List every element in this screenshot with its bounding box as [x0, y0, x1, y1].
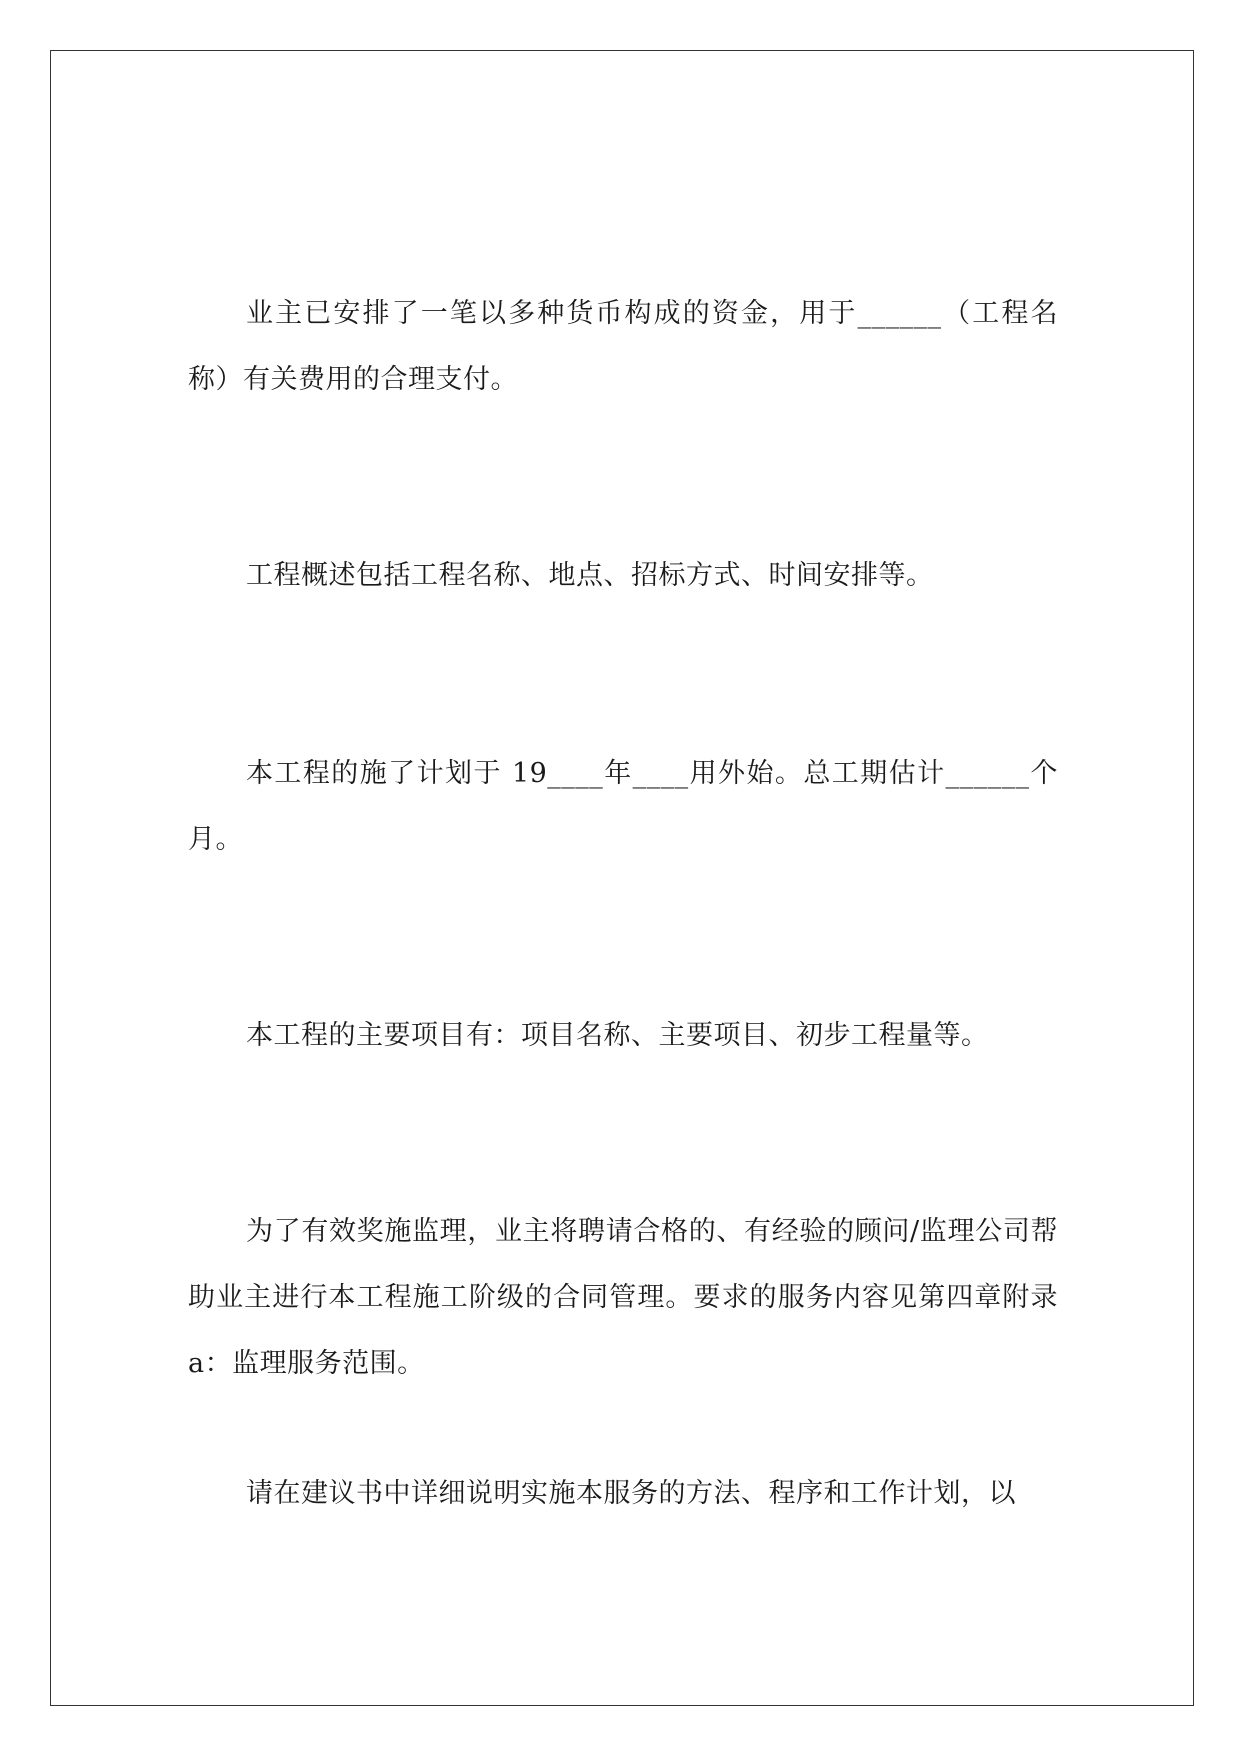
paragraph-schedule: 本工程的施了计划于 19____年____用外始。总工期估计______个月。 [188, 758, 1058, 855]
paragraph-supervision: 为了有效奖施监理，业主将聘请合格的、有经验的顾问/监理公司帮助业主进行本工程施工阶级的合同管理。要求的服务内容见第四章附录 a：监理服务范围。 [188, 1216, 1058, 1379]
paragraph-funding: 业主已安排了一笔以多种货币构成的资金，用于______（工程名称）有关费用的合理支付。 [188, 298, 1058, 395]
paragraph-proposal: 请在建议书中详细说明实施本服务的方法、程序和工作计划，以 [246, 1478, 1016, 1509]
paragraph-main-items: 本工程的主要项目有：项目名称、主要项目、初步工程量等。 [246, 1020, 989, 1051]
paragraph-project-overview: 工程概述包括工程名称、地点、招标方式、时间安排等。 [246, 560, 934, 591]
